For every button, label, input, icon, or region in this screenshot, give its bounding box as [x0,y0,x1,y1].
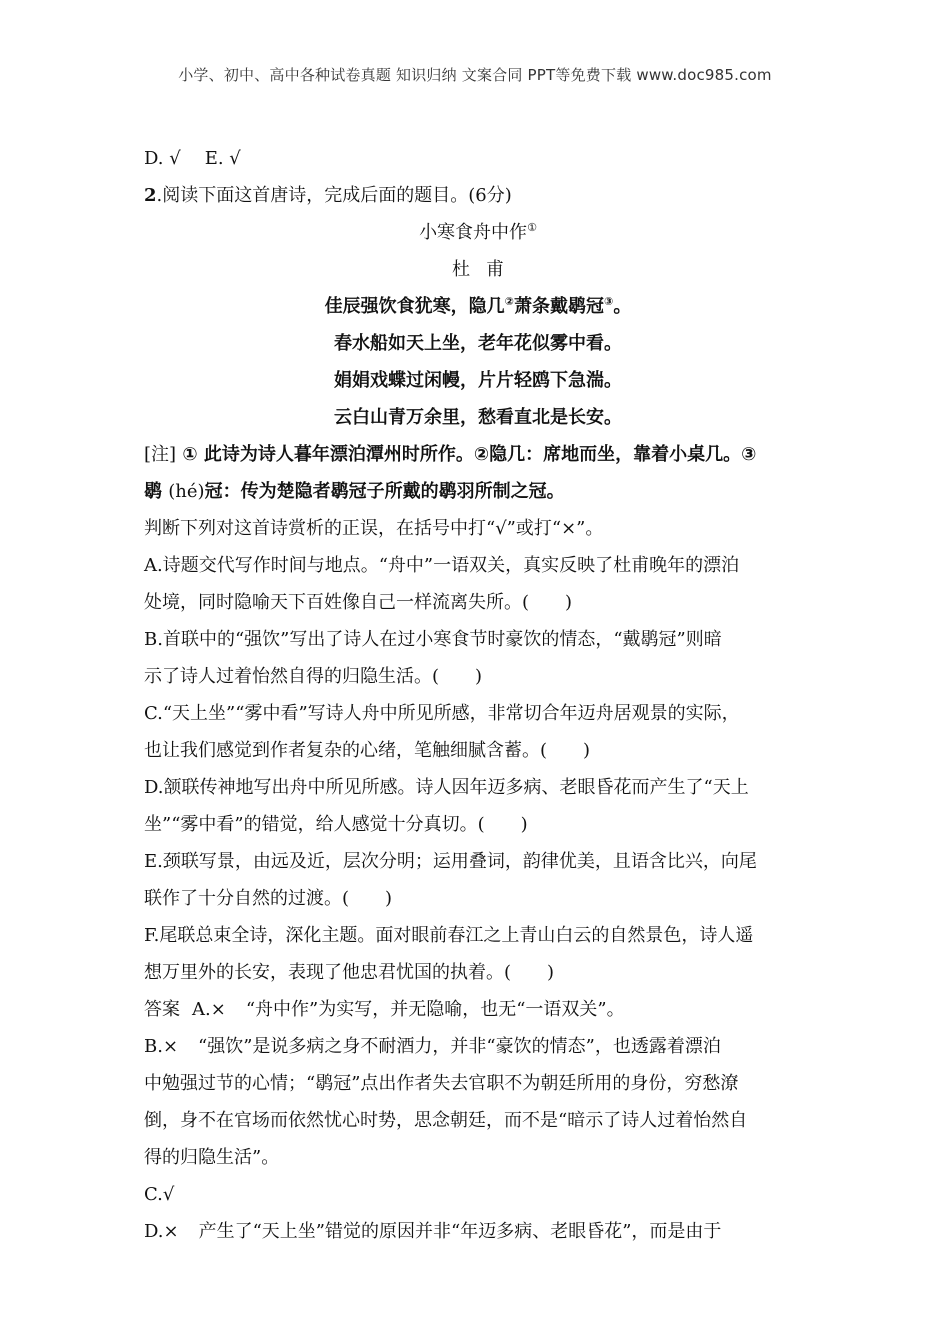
poem-title-note-marker: ① [527,221,537,234]
notes-line-2 [144,473,812,510]
document-body [144,140,812,1250]
poem-title-line [144,214,812,251]
question-number: 2 [144,185,157,206]
answer-b-line-2: 中勉强过节的心情；“鹖冠”点出作者失去官职不为朝廷所用的身份，穷愁潦 [144,1073,739,1094]
notes-label: [注] [144,444,177,465]
previous-answers-line [144,140,812,177]
option-a-line-1: A.诗题交代写作时间与地点。“舟中”一语双关，真实反映了杜甫晚年的漂泊 [144,555,740,576]
option-c-line-2: 也让我们感觉到作者复杂的心绪，笔触细腻含蓄。( ) [144,740,591,761]
answer-b-line-3: 倒，身不在官场而依然忧心时势，思念朝廷，而不是“暗示了诗人过着怡然自 [144,1110,748,1131]
answer-b-mark: B.× [144,1036,179,1057]
instruction-text: 判断下列对这首诗赏析的正误，在括号中打“√”或打“×”。 [144,518,604,539]
option-c-line-1: C.“天上坐”“雾中看”写诗人舟中所见所感，非常切合年迈舟居观景的实际， [144,703,740,724]
answer-c-line: C.√ [144,1184,175,1205]
poem-line-2: 春水船如天上坐，老年花似雾中看。 [334,333,622,354]
option-a-line-2: 处境，同时隐喻天下百姓像自己一样流离失所。( ) [144,592,573,613]
poem-line-1 [144,288,812,325]
answer-b-text-1: “强饮”是说多病之身不耐酒力，并非“豪饮的情态”，也透露着漂泊 [198,1036,721,1057]
poem-line-1-part-c: 。 [613,296,632,317]
question-heading [144,177,812,214]
poem-line-1-note-2: ② [504,295,514,308]
option-f-line-2: 想万里外的长安，表现了他忠君忧国的执着。( ) [144,962,555,983]
notes-pinyin: (hé) [168,481,205,502]
poem-line-1-part-b: 萧条戴鹖冠 [514,296,604,317]
notes-text-2a: 鹖 [144,481,162,502]
poem-line-1-note-3: ③ [604,295,614,308]
poem-line-3: 娟娟戏蝶过闲幔，片片轻鸥下急湍。 [334,370,622,391]
option-f-line-1: F.尾联总束全诗，深化主题。面对眼前春江之上青山白云的自然景色，诗人遥 [144,925,754,946]
answer-b-line-1 [144,1028,812,1065]
poem-title: 小寒食舟中作 [419,222,528,243]
poem-author: 杜甫 [452,259,520,280]
answer-d-mark: D.× [144,1221,179,1242]
option-b-line-2: 示了诗人过着怡然自得的归隐生活。( ) [144,666,483,687]
poem-line-4: 云白山青万余里，愁看直北是长安。 [334,407,622,428]
question-text: .阅读下面这首唐诗，完成后面的题目。(6分) [156,185,512,206]
answer-a-text: “舟中作”为实写，并无隐喻，也无“一语双关”。 [245,999,625,1020]
answer-label: 答案 [144,999,180,1020]
answer-d-text: 产生了“天上坐”错觉的原因并非“年迈多病、老眼昏花”，而是由于 [198,1221,722,1242]
poem-line-1-part-a: 佳辰强饮食犹寒，隐几 [324,296,505,317]
prev-answer-e: E. √ [204,148,241,169]
option-d-line-2: 坐”“雾中看”的错觉，给人感觉十分真切。( ) [144,814,528,835]
answer-a-line [144,991,812,1028]
option-d-line-1: D.颔联传神地写出舟中所见所感。诗人因年迈多病、老眼昏花而产生了“天上 [144,777,749,798]
answer-b-line-4: 得的归隐生活”。 [144,1147,280,1168]
notes-text-2c: 冠：传为楚隐者鹖冠子所戴的鹖羽所制之冠。 [204,481,565,502]
option-e-line-2: 联作了十分自然的过渡。( ) [144,888,393,909]
page-header-banner: 小学、初中、高中各种试卷真题 知识归纳 文案合同 PPT等免费下载 www.doc985.com [178,66,772,84]
prev-answer-d: D. √ [144,148,181,169]
option-b-line-1: B.首联中的“强饮”写出了诗人在过小寒食节时豪饮的情态，“戴鹖冠”则暗 [144,629,722,650]
answer-d-line [144,1213,812,1250]
notes-text-1: ① 此诗为诗人暮年漂泊潭州时所作。②隐几：席地而坐，靠着小桌几。③ [182,444,757,465]
notes-line-1 [144,436,812,473]
answer-a-mark: A.× [192,999,226,1020]
option-e-line-1: E.颈联写景，由远及近，层次分明；运用叠词，韵律优美，且语含比兴，向尾 [144,851,757,872]
